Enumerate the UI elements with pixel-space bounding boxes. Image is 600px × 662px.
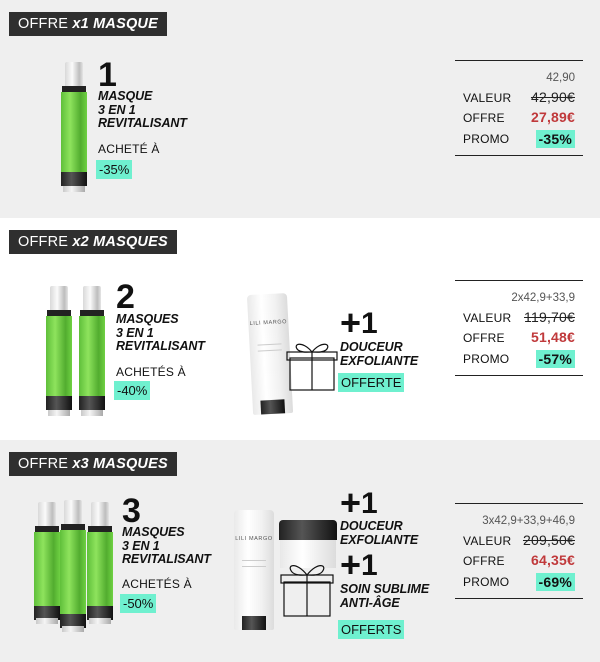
offre-value: 51,48€ (530, 329, 575, 345)
gift-icon (284, 340, 340, 392)
mask-bottle-image (85, 502, 115, 624)
discount-badge: -35% (96, 160, 132, 179)
offre-value: 27,89€ (530, 109, 575, 125)
offer-tag: OFFRE x2 MASQUES (9, 230, 177, 254)
price-box (455, 280, 583, 376)
price-calc: 42,90 (546, 72, 575, 84)
mask-bottle-image (44, 286, 74, 416)
offer-tag: OFFRE x3 MASQUES (9, 452, 177, 476)
exfoliant-tube-image: LILI MARGO (234, 510, 274, 630)
offre-label: OFFRE (463, 111, 505, 125)
price-box (455, 60, 583, 156)
offer-section-2 (0, 218, 600, 440)
valeur-label: VALEUR (463, 311, 512, 325)
promo-label: PROMO (463, 575, 510, 589)
mask-label: MASQUES 3 EN 1 REVITALISANT (122, 525, 211, 566)
promo-value: -69% (536, 573, 575, 591)
mask-bottle-image (77, 286, 107, 416)
discount-badge: -50% (120, 594, 156, 613)
gift-badge: OFFERTS (338, 620, 404, 639)
gift2-count: +1 (340, 544, 378, 585)
exfoliant-tube-image: LILI MARGO (247, 293, 293, 415)
gift-badge: OFFERTE (338, 373, 404, 392)
price-box (455, 503, 583, 599)
price-calc: 2x42,9+33,9 (511, 292, 575, 304)
mask-label: MASQUES 3 EN 1 REVITALISANT (116, 312, 205, 353)
gift2-label: SOIN SUBLIME ANTI-ÂGE (340, 582, 430, 610)
promo-label: PROMO (463, 132, 510, 146)
gift1-count: +1 (340, 482, 378, 523)
valeur-label: VALEUR (463, 91, 512, 105)
valeur-value: 119,70€ (524, 309, 575, 325)
mask-count: 1 (98, 56, 117, 94)
offer-section-3 (0, 440, 600, 662)
bought-label: ACHETÉS À (116, 365, 186, 379)
promo-value: -35% (536, 130, 575, 148)
valeur-value: 209,50€ (522, 532, 575, 548)
valeur-value: 42,90€ (530, 89, 575, 105)
discount-badge: -40% (114, 381, 150, 400)
mask-count: 3 (122, 492, 141, 530)
promo-value: -57% (536, 350, 575, 368)
mask-label: MASQUE 3 EN 1 REVITALISANT (98, 89, 187, 130)
offre-label: OFFRE (463, 331, 505, 345)
mask-count: 2 (116, 278, 135, 316)
gift-icon (278, 560, 336, 618)
bought-label: ACHETÉS À (122, 577, 192, 591)
offer-section-1 (0, 0, 600, 218)
gift1-count: +1 (340, 302, 378, 343)
bought-label: ACHETÉ À (98, 142, 160, 156)
promo-label: PROMO (463, 352, 510, 366)
valeur-label: VALEUR (463, 534, 512, 548)
gift1-label: DOUCEUR EXFOLIANTE (340, 519, 419, 547)
gift1-label: DOUCEUR EXFOLIANTE (340, 340, 419, 368)
mask-bottle-image (59, 62, 89, 192)
offre-value: 64,35€ (530, 552, 575, 568)
price-calc: 3x42,9+33,9+46,9 (482, 515, 575, 527)
offer-tag: OFFRE x1 MASQUE (9, 12, 167, 36)
mask-bottle-image (58, 500, 88, 632)
offre-label: OFFRE (463, 554, 505, 568)
